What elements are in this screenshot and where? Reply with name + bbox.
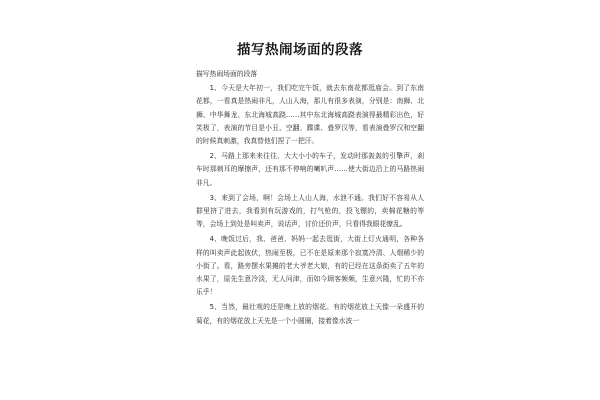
paragraph-2: 2、马路上那来来往往、大大小小的车子，发动时那轰轰的引擎声，刹车时那刺耳的摩擦声，还有那不停响的喇叭声……使大街边沿上的马路热闹非凡。 (196, 152, 424, 187)
paragraph-5: 5、当然，最壮观的还是晚上放的烟花。有的烟花放上天像一朵盛开的菊花，有的烟花放上天先是一个小圆圈，接着像水波一 (196, 303, 424, 325)
paragraph-3: 3、来到了会场，啊！会场上人山人海，水泄不通。我们好不容易从人群里挤了进去，我看到有玩游戏的，打气枪的，投飞镖的，卖棉花糖的等等，会场上到处是叫卖声，说话声，讨价还价声，只看得我眼花缭乱。 (196, 193, 424, 229)
document-body (196, 68, 424, 330)
page-title: 描写热闹场面的段落 (237, 42, 363, 58)
document-subtitle: 描写热闹场面的段落 (196, 70, 258, 78)
paragraph-1: 1、今天是大年初一，我们吃完午饭，就去东南花都逛庙会。到了东南花都，一看真是热闹非凡，人山人海，那儿有很多表演，分别是：南狮、北狮、中华舞龙、东北海城高跷……其中东北海城高跷表演得最精彩出色，好笑极了，表演的节目是小丑、空翻、蹀谍、叠罗汉等，看表演叠罗汉和空翻的时候真刺激，我真替他们捏了一把汗。 (196, 84, 424, 146)
paragraph-4: 4、晚饭过后，我、爸爸、妈妈一起去逛街，大街上灯火通明，各种各样的叫卖声此起彼伏，热闹至极，已不在是原来那个寂寞冷清、人烟稀少的小街了。看，路旁摆水果摊的老大爷老大娘，有的已经在这条街卖了五年的水果了，原先生意冷淡，无人问津，而如今顾客频频，生意兴隆，忙的不亦乐乎！ (196, 235, 424, 297)
